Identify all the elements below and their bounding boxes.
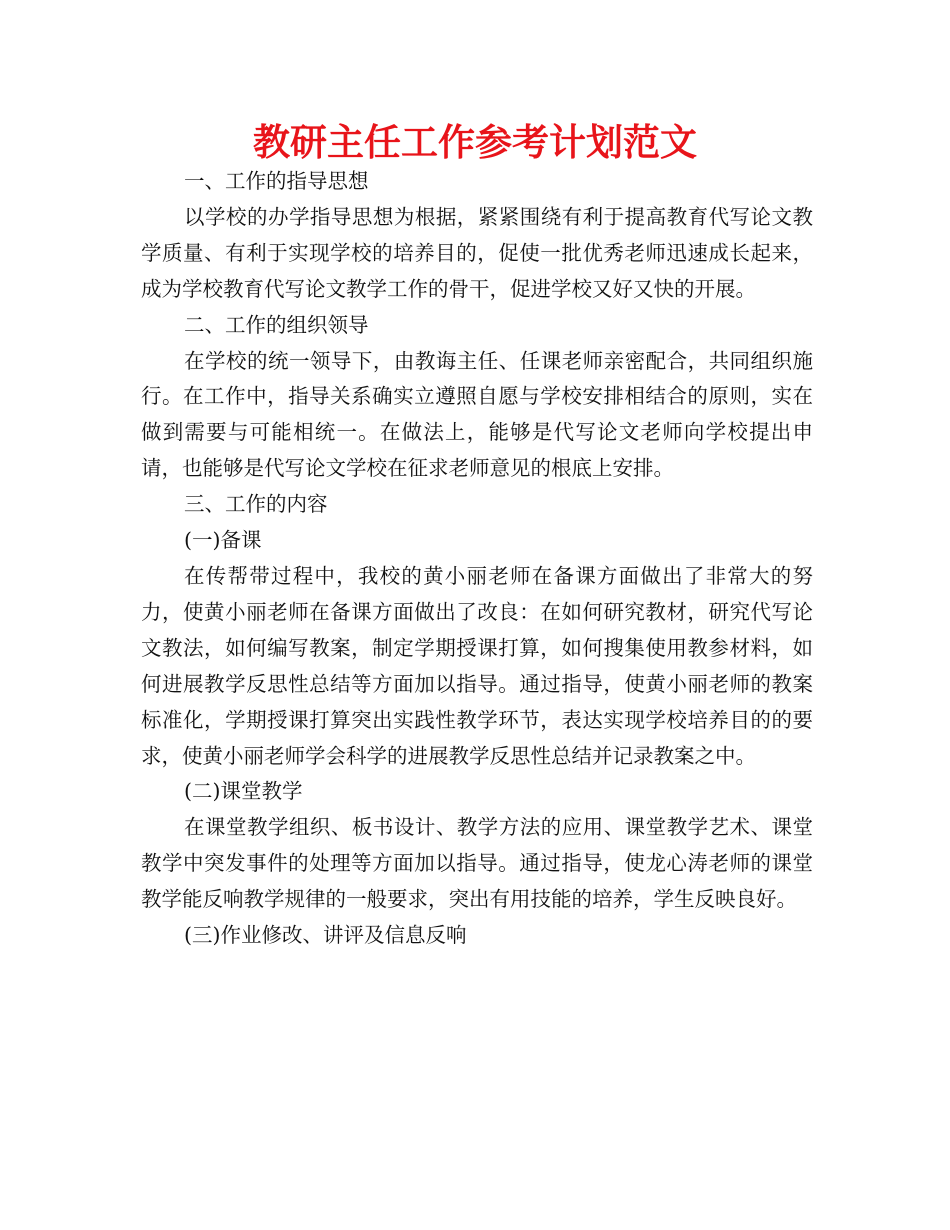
subsection-heading-lesson-prep: (一)备课: [184, 528, 262, 553]
paragraph-classroom: 在课堂教学组织、板书设计、教学方法的应用、课堂教学艺术、课堂教学中突发事件的处理等方面加以指导。通过指导，使龙心涛老师的课堂教学能反响教学规律的一般要求，突出有用技能的培养，学生反映良好。: [141, 815, 813, 912]
section-heading-2: 二、工作的组织领导: [184, 312, 369, 337]
subsection-heading-homework: (三)作业修改、讲评及信息反响: [184, 923, 467, 948]
document-body: [141, 164, 813, 954]
paragraph-lesson-prep: 在传帮带过程中，我校的黄小丽老师在备课方面做出了非常大的努力，使黄小丽老师在备课方面做出了改良：在如何研究教材，研究代写论文教法，如何编写教案，制定学期授课打算，如何搜集使用教参材料，如何进展教学反思性总结等方面加以指导。通过指导，使黄小丽老师的教案标准化，学期授课打算突出实践性教学环节，表达实现学校培养目的的要求，使黄小丽老师学会科学的进展教学反思性总结并记录教案之中。: [141, 563, 813, 768]
section-heading-3: 三、工作的内容: [184, 492, 328, 517]
section-heading-1: 一、工作的指导思想: [184, 169, 369, 193]
paragraph-organization: 在学校的统一领导下，由教诲主任、任课老师亲密配合，共同组织施行。在工作中，指导关系确实立遵照自愿与学校安排相结合的原则，实在做到需要与可能相统一。在做法上，能够是代写论文老师向学校提出申请，也能够是代写论文学校在征求老师意见的根底上安排。: [141, 348, 813, 481]
paragraph-guiding-thought: 以学校的办学指导思想为根据，紧紧围绕有利于提高教育代写论文教学质量、有利于实现学校的培养目的，促使一批优秀老师迅速成长起来，成为学校教育代写论文教学工作的骨干，促进学校又好又快的开展。: [141, 204, 813, 301]
subsection-heading-classroom: (二)课堂教学: [184, 779, 303, 804]
document-title: 教研主任工作参考计划范文: [253, 121, 697, 164]
